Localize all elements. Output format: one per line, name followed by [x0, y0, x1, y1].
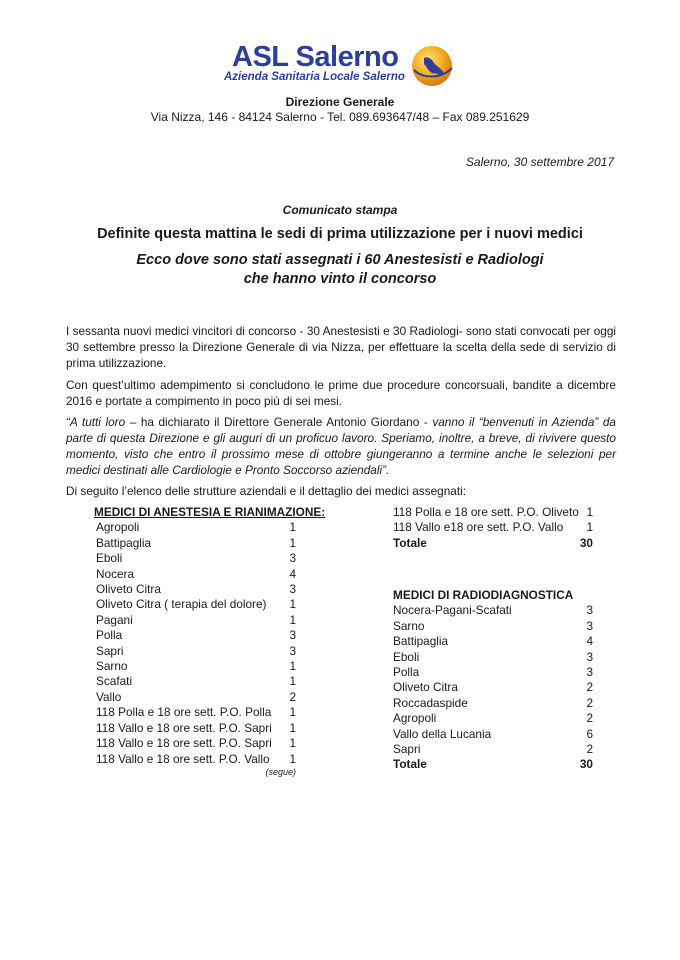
- location-name: Pagani: [96, 612, 133, 627]
- location-name: Polla: [393, 665, 420, 680]
- document-date: Salerno, 30 settembre 2017: [465, 155, 614, 169]
- location-name: Battipaglia: [96, 535, 152, 550]
- doctor-count: 2: [586, 680, 593, 695]
- paragraph-list-intro: Di seguito l’elenco delle strutture aziendali e il dettaglio dei medici assegnati:: [66, 484, 467, 498]
- list-item: [96, 613, 296, 628]
- anestesia-total-row: Totale 30: [393, 535, 593, 550]
- location-name: 118 Vallo e 18 ore sett. P.O. Sapri: [96, 736, 272, 751]
- doctor-count: 3: [289, 582, 296, 597]
- doctor-count: 3: [586, 649, 593, 664]
- doctor-count: 2: [586, 695, 593, 710]
- list-item: [96, 536, 296, 551]
- location-name: Vallo della Lucania: [393, 726, 492, 741]
- list-item: [96, 567, 296, 582]
- list-item: [96, 628, 296, 643]
- location-name: Vallo: [96, 689, 122, 704]
- radiodiagnostica-list: [393, 588, 593, 773]
- list-item: [96, 752, 296, 767]
- doctor-count: 2: [586, 711, 593, 726]
- location-name: Sarno: [96, 659, 128, 674]
- doctor-count: 1: [289, 612, 296, 627]
- list-item: [393, 650, 593, 665]
- location-name: Sapri: [96, 643, 124, 658]
- document-subtitle: Ecco dove sono stati assegnati i 60 Anestesisti e Radiologi che hanno vinto il concorso: [136, 252, 544, 287]
- doctor-count: 2: [289, 689, 296, 704]
- location-name: 118 Vallo e 18 ore sett. P.O. Vallo: [96, 751, 270, 766]
- doctor-count: 3: [289, 643, 296, 658]
- list-item: [393, 520, 593, 535]
- list-item: [393, 619, 593, 634]
- list-item: [393, 727, 593, 742]
- radiodiagnostica-total-row: Totale 30: [393, 757, 593, 772]
- location-name: Oliveto Citra: [393, 680, 458, 695]
- list-item: [393, 634, 593, 649]
- location-name: Scafati: [96, 674, 133, 689]
- radiodiagnostica-heading: MEDICI DI RADIODIAGNOSTICA: [393, 588, 574, 602]
- location-name: Agropoli: [393, 711, 437, 726]
- location-name: Agropoli: [96, 520, 140, 535]
- list-item: [393, 603, 593, 618]
- paragraph-quote: “A tutti loro – ha dichiarato il Direttore Generale Antonio Giordano - vanno il “benvenuti in Azienda” da parte di questa Direzione e gli auguri di un proficuo lavoro. Speriamo, inoltre, a breve, di rivivere questo momento, visto che entro il prossimo mese di ottobre giungeranno a termine anche le selezioni per medici destinati alle Cardiologie e Pronto Soccorso aziendali”.: [66, 415, 616, 477]
- location-name: Oliveto Citra ( terapia del dolore): [96, 597, 267, 612]
- list-item: [96, 644, 296, 659]
- list-item: [393, 711, 593, 726]
- location-name: 118 Vallo e 18 ore sett. P.O. Sapri: [96, 720, 272, 735]
- list-item: [393, 505, 593, 520]
- list-item: [96, 674, 296, 689]
- doctor-count: 3: [586, 618, 593, 633]
- location-name: 118 Polla e 18 ore sett. P.O. Polla: [96, 705, 272, 720]
- doctor-count: 3: [289, 628, 296, 643]
- doctor-count: 1: [289, 720, 296, 735]
- doctor-count: 4: [289, 566, 296, 581]
- doctor-count: 1: [289, 520, 296, 535]
- segue-note: (segue): [265, 766, 296, 777]
- doctor-count: 1: [586, 520, 593, 535]
- list-item: [393, 696, 593, 711]
- header-address: Via Nizza, 146 - 84124 Salerno - Tel. 089.693647/48 – Fax 089.251629: [150, 110, 530, 124]
- list-item: [393, 665, 593, 680]
- header-office: Direzione Generale: [285, 95, 395, 109]
- location-name: Roccadaspide: [393, 695, 468, 710]
- location-name: Sapri: [393, 742, 421, 757]
- doctor-count: 1: [289, 751, 296, 766]
- list-item: [96, 551, 296, 566]
- location-name: Battipaglia: [393, 634, 449, 649]
- press-release-label: Comunicato stampa: [282, 203, 398, 217]
- doctor-count: 1: [289, 674, 296, 689]
- location-name: 118 Polla e 18 ore sett. P.O. Oliveto: [393, 505, 579, 519]
- doctor-count: 1: [586, 505, 593, 519]
- list-item: [96, 690, 296, 705]
- location-name: Oliveto Citra: [96, 582, 161, 597]
- asl-logo: [222, 42, 462, 90]
- doctor-count: 1: [289, 535, 296, 550]
- doctor-count: 1: [289, 705, 296, 720]
- list-item: [96, 520, 296, 535]
- location-name: Eboli: [393, 649, 420, 664]
- list-item: [96, 659, 296, 674]
- logo-subtitle: Azienda Sanitaria Locale Salerno: [224, 71, 405, 83]
- location-name: Polla: [96, 628, 123, 643]
- list-item: [96, 597, 296, 612]
- doctor-count: 4: [586, 634, 593, 649]
- doctor-count: 3: [289, 551, 296, 566]
- location-name: Eboli: [96, 551, 123, 566]
- list-item: [96, 736, 296, 751]
- location-name: Nocera-Pagani-Scafati: [393, 603, 512, 618]
- globe-icon: [410, 44, 454, 88]
- doctor-count: 6: [586, 726, 593, 741]
- doctor-count: 3: [586, 603, 593, 618]
- location-name: 118 Vallo e18 ore sett. P.O. Vallo: [393, 520, 564, 535]
- anestesia-list-continued: [393, 505, 593, 551]
- doctor-count: 1: [289, 736, 296, 751]
- doctor-count: 2: [586, 742, 593, 757]
- list-item: [393, 680, 593, 695]
- document-title: Definite questa mattina le sedi di prima utilizzazione per i nuovi medici: [97, 226, 583, 242]
- doctor-count: 1: [289, 659, 296, 674]
- logo-wordmark: ASL Salerno: [232, 41, 399, 73]
- location-name: Sarno: [393, 618, 425, 633]
- location-name: Nocera: [96, 566, 135, 581]
- list-item: [393, 742, 593, 757]
- paragraph-1: I sessanta nuovi medici vincitori di concorso - 30 Anestesisti e 30 Radiologi- sono stati convocati per oggi 30 settembre presso la Direzione Generale di via Nizza, per effettuare la scelta della sede di servizio di prima utilizzazione.: [66, 324, 616, 370]
- list-item: [96, 582, 296, 597]
- anestesia-list: [94, 505, 326, 778]
- paragraph-2: Con quest’ultimo adempimento si concludono le prime due procedure concorsuali, bandite a dicembre 2016 e portate a compimento in poco più di sei mesi.: [66, 378, 616, 408]
- doctor-count: 1: [289, 597, 296, 612]
- anestesia-heading: MEDICI DI ANESTESIA E RIANIMAZIONE:: [94, 505, 326, 519]
- doctor-count: 3: [586, 665, 593, 680]
- list-item: [96, 705, 296, 720]
- list-item: [96, 721, 296, 736]
